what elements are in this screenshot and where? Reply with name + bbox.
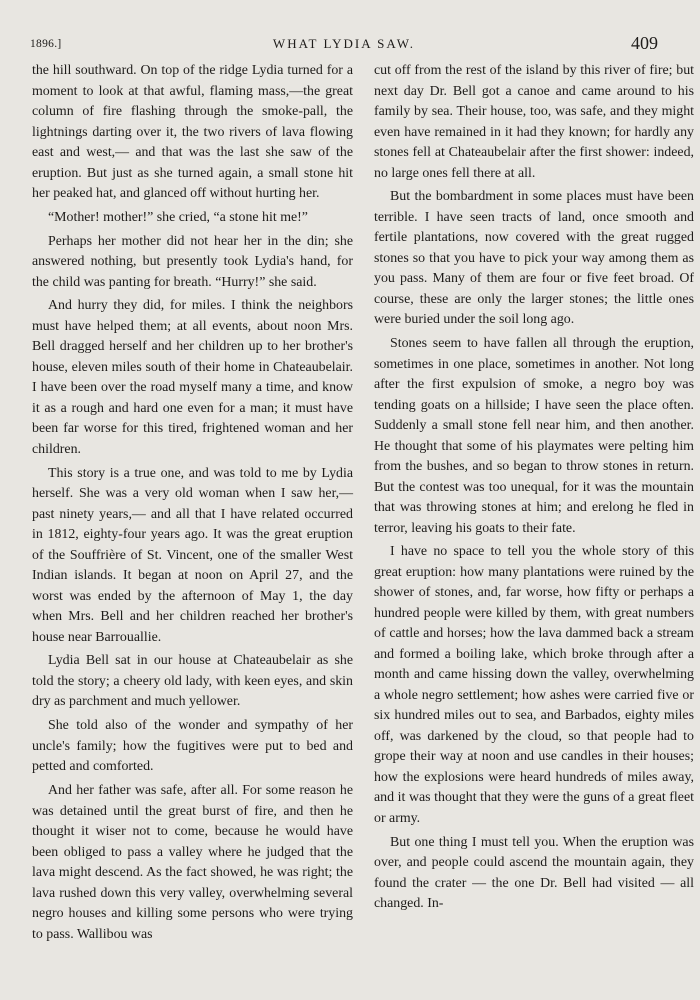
paragraph: She told also of the wonder and sympathy of her uncle's family; how the fugitives were put to bed and petted and comforted. — [32, 718, 353, 775]
paragraph: I have no space to tell you the whole story of this great eruption: how many plantations were ruined by the shower of stones, and, far worse, how fifty or perhaps a hundred people were killed by them, with great numbers of cattle and horses; how the lava dammed back a stream and formed a boiling lake, which broke through after a month and came hissing down the valley, overwhelming a whole negro settlement; how ashes were carried five or six hundred miles out to sea, and Barbados, eighty miles off, was darkened by the cloud, so that people had to grope their way at noon and use candles in their houses; how the explosions were heard hundreds of miles away, and it was thought that they were the guns of a great fleet or army. — [374, 544, 694, 826]
paragraph: the hill southward. On top of the ridge Lydia turned for a moment to look at that awful, flaming mass,—the great column of fire flashing through the smoke-pall, the lightnings darting over it, the two rivers of lava flowing east and west,— and that was the last she saw of the eruption. But just as she turned again, a small stone hit her peaked hat, and glanced off without hurting her. — [32, 63, 353, 201]
page-number: 409 — [631, 33, 658, 53]
paragraph: “Mother! mother!” she cried, “a stone hit me!” — [48, 209, 308, 225]
header-date: 1896.] — [30, 38, 62, 50]
paragraph: This story is a true one, and was told to me by Lydia herself. She was a very old woman when I saw her,— past ninety years,— and all that I have related occurred in 1812, eighty-four years ago. It was the great eruption of the Souffrière of St. Vincent, one of the smaller West Indian islands. It began at noon on April 27, and the worst was ended by the afternoon of May 1, the day when Mrs. Bell and her children reached her brother's house near Barrouallie. — [32, 465, 353, 645]
paragraph: Perhaps her mother did not hear her in the din; she answered nothing, but presently took Lydia's hand, for the child was panting for breath. “Hurry!” she said. — [32, 233, 353, 290]
paragraph: cut off from the rest of the island by this river of fire; but next day Dr. Bell got a canoe and came around to his family by sea. Their house, too, was safe, and they might even have remained in it had they known; for hardly any stones fell at Chateaubelair after the first shower: indeed, no large ones fell there at all. — [374, 63, 694, 181]
paragraph: And her father was safe, after all. For some reason he was detained until the great burst of fire, and then he thought it wiser not to come, because he would have been obliged to pass a valley where he judged that the lava might descend. As the fact showed, he was right; the lava rushed down this very valley, overwhelming several negro houses and killing some persons who were trying to pass. Wallibou was — [32, 783, 353, 942]
running-header — [30, 34, 658, 54]
paragraph: Stones seem to have fallen all through the eruption, sometimes in one place, sometimes in another. Not long after the first expulsion of smoke, a negro boy was tending goats on a hillside; I have seen the place often. Suddenly a small stone fell near him, and then another. He thought that some of his playmates were pelting him from the bushes, and so began to throw stones in return. But the contest was too unequal, for it was the mountain that was throwing stones at him; and erelong he fled in terror, leaving his goats to their fate. — [374, 336, 694, 536]
right-column — [374, 61, 694, 918]
paragraph: Lydia Bell sat in our house at Chateaubelair as she told the story; a cheery old lady, with keen eyes, and skin dry as parchment and much yellower. — [32, 653, 353, 710]
header-title: WHAT LYDIA SAW. — [272, 36, 416, 51]
paragraph: But one thing I must tell you. When the eruption was over, and people could ascend the mountain again, they found the crater — the one Dr. Bell had visited — all changed. In- — [374, 834, 694, 912]
paragraph: But the bombardment in some places must have been terrible. I have seen tracts of land, once smooth and fertile plantations, now covered with the great rugged stones so that you have to pick your way among them as you pass. Many of them are four or five feet broad. Of course, these are only the larger stones; the little ones were buried under the soil long ago. — [374, 189, 694, 328]
paragraph: And hurry they did, for miles. I think the neighbors must have helped them; at all events, about noon Mrs. Bell dragged herself and her children up to her brother's house, eleven miles south of their home in Chateaubelair. I have been over the road myself many a time, and know it as a rough and hard one even for a man; it must have been far worse for this tired, frightened woman and her children. — [32, 298, 353, 457]
left-column — [32, 61, 353, 948]
